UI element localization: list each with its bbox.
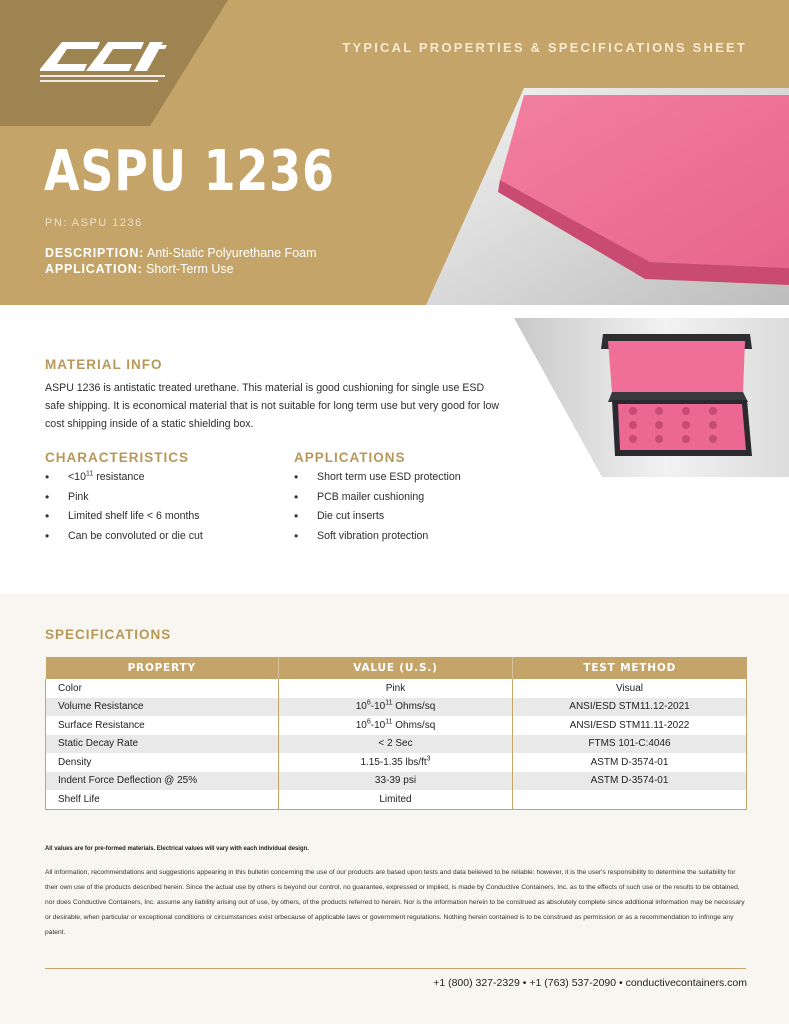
cell-value: 33-39 psi — [279, 772, 513, 791]
cell-property: Shelf Life — [46, 790, 279, 809]
column-header-value: VALUE (U.S.) — [279, 657, 513, 679]
product-name: ASPU 1236 — [44, 139, 335, 204]
column-header-test-method: TEST METHOD — [513, 657, 747, 679]
list-item: • PCB mailer cushioning — [294, 488, 461, 508]
cell-property: Color — [46, 679, 279, 698]
values-note: All values are for pre-formed materials. Electrical values will vary with each individual design. — [45, 845, 309, 852]
cell-method: ASTM D-3574-01 — [513, 772, 747, 791]
material-info-text: ASPU 1236 is antistatic treated urethane. This material is good cushioning for single use ESD safe shipping. It is economical material that is not suitable for long term use but very good for low cost shipping inside of a static shielding box. — [45, 382, 499, 430]
application-label: APPLICATION: — [45, 262, 143, 276]
cell-method: FTMS 101-C:4046 — [513, 735, 747, 754]
table-row — [46, 772, 747, 791]
cell-value: Limited — [279, 790, 513, 809]
cell-method: ANSI/ESD STM11.12-2021 — [513, 698, 747, 717]
table-row — [46, 679, 747, 698]
column-header-property: PROPERTY — [46, 657, 279, 679]
cell-value: Pink — [279, 679, 513, 698]
table-row — [46, 716, 747, 735]
specifications-table — [45, 657, 747, 810]
contact-info: +1 (800) 327-2329 • +1 (763) 537-2090 • conductivecontainers.com — [433, 977, 747, 989]
list-item: • Short term use ESD protection — [294, 468, 461, 488]
cell-property: Surface Resistance — [46, 716, 279, 735]
cell-property: Density — [46, 753, 279, 772]
cell-value: 1.15-1.35 lbs/$ft^3$ — [279, 753, 513, 772]
list-item: • Soft vibration protection — [294, 527, 461, 547]
part-number: PN: ASPU 1236 — [45, 217, 143, 229]
cell-value: < 2 Sec — [279, 735, 513, 754]
cell-method — [513, 790, 747, 809]
specifications-heading: SPECIFICATIONS — [45, 627, 172, 642]
application-value: Short-Term Use — [146, 262, 234, 276]
cell-value: $10^6-10^{11}$ Ohms/sq — [279, 698, 513, 717]
cell-method: ASTM D-3574-01 — [513, 753, 747, 772]
table-row — [46, 698, 747, 717]
cell-value: $10^6-10^{11}$ Ohms/sq — [279, 716, 513, 735]
characteristics-heading: CHARACTERISTICS — [45, 450, 190, 465]
cell-property: Volume Resistance — [46, 698, 279, 717]
list-item: • Pink — [45, 488, 203, 508]
applications-list — [294, 468, 461, 546]
list-item: • $<10^{11}$ resistance — [45, 468, 203, 488]
sheet-title: TYPICAL PROPERTIES & SPECIFICATIONS SHEET — [342, 40, 747, 55]
cell-property: Static Decay Rate — [46, 735, 279, 754]
table-row — [46, 753, 747, 772]
applications-heading: APPLICATIONS — [294, 450, 406, 465]
cell-method: Visual — [513, 679, 747, 698]
material-info-heading: MATERIAL INFO — [45, 357, 163, 372]
list-item: • Die cut inserts — [294, 507, 461, 527]
description-label: DESCRIPTION: — [45, 246, 145, 260]
disclaimer-text: All information, recommendations and suggestions appearing in this bulletin concerning the use of our products are based upon tests and data believed to be reliable: however, it is the user's responsibility to determine the suitability for their own use of the products described herein. Since the actual use by others is beyond our control, no guarantee, expressed or implied, is made by Conductive Containers, Inc. as to the effects of such use or the results to be obtained, nor does Conductive Containers, Inc. assume any liability arising out of use, by others, of the products referred to herein. Nor is the information herein to be construed as absolutely complete since additional information may be necessary or desirable, when particular or exceptional conditions or circumstances exist orbecause of applicable laws or government regulations. Nothing herein contained is to be construed as permission or as a recommendation to infringe any patent. — [45, 869, 745, 936]
cell-property: Indent Force Deflection @ 25% — [46, 772, 279, 791]
characteristics-list — [45, 468, 203, 546]
list-item: • Limited shelf life < 6 months — [45, 507, 203, 527]
description-value: Anti-Static Polyurethane Foam — [146, 246, 317, 260]
table-row — [46, 790, 747, 809]
cell-method: ANSI/ESD STM11.11-2022 — [513, 716, 747, 735]
list-item: • Can be convoluted or die cut — [45, 527, 203, 547]
table-row — [46, 735, 747, 754]
footer-divider — [45, 968, 746, 969]
